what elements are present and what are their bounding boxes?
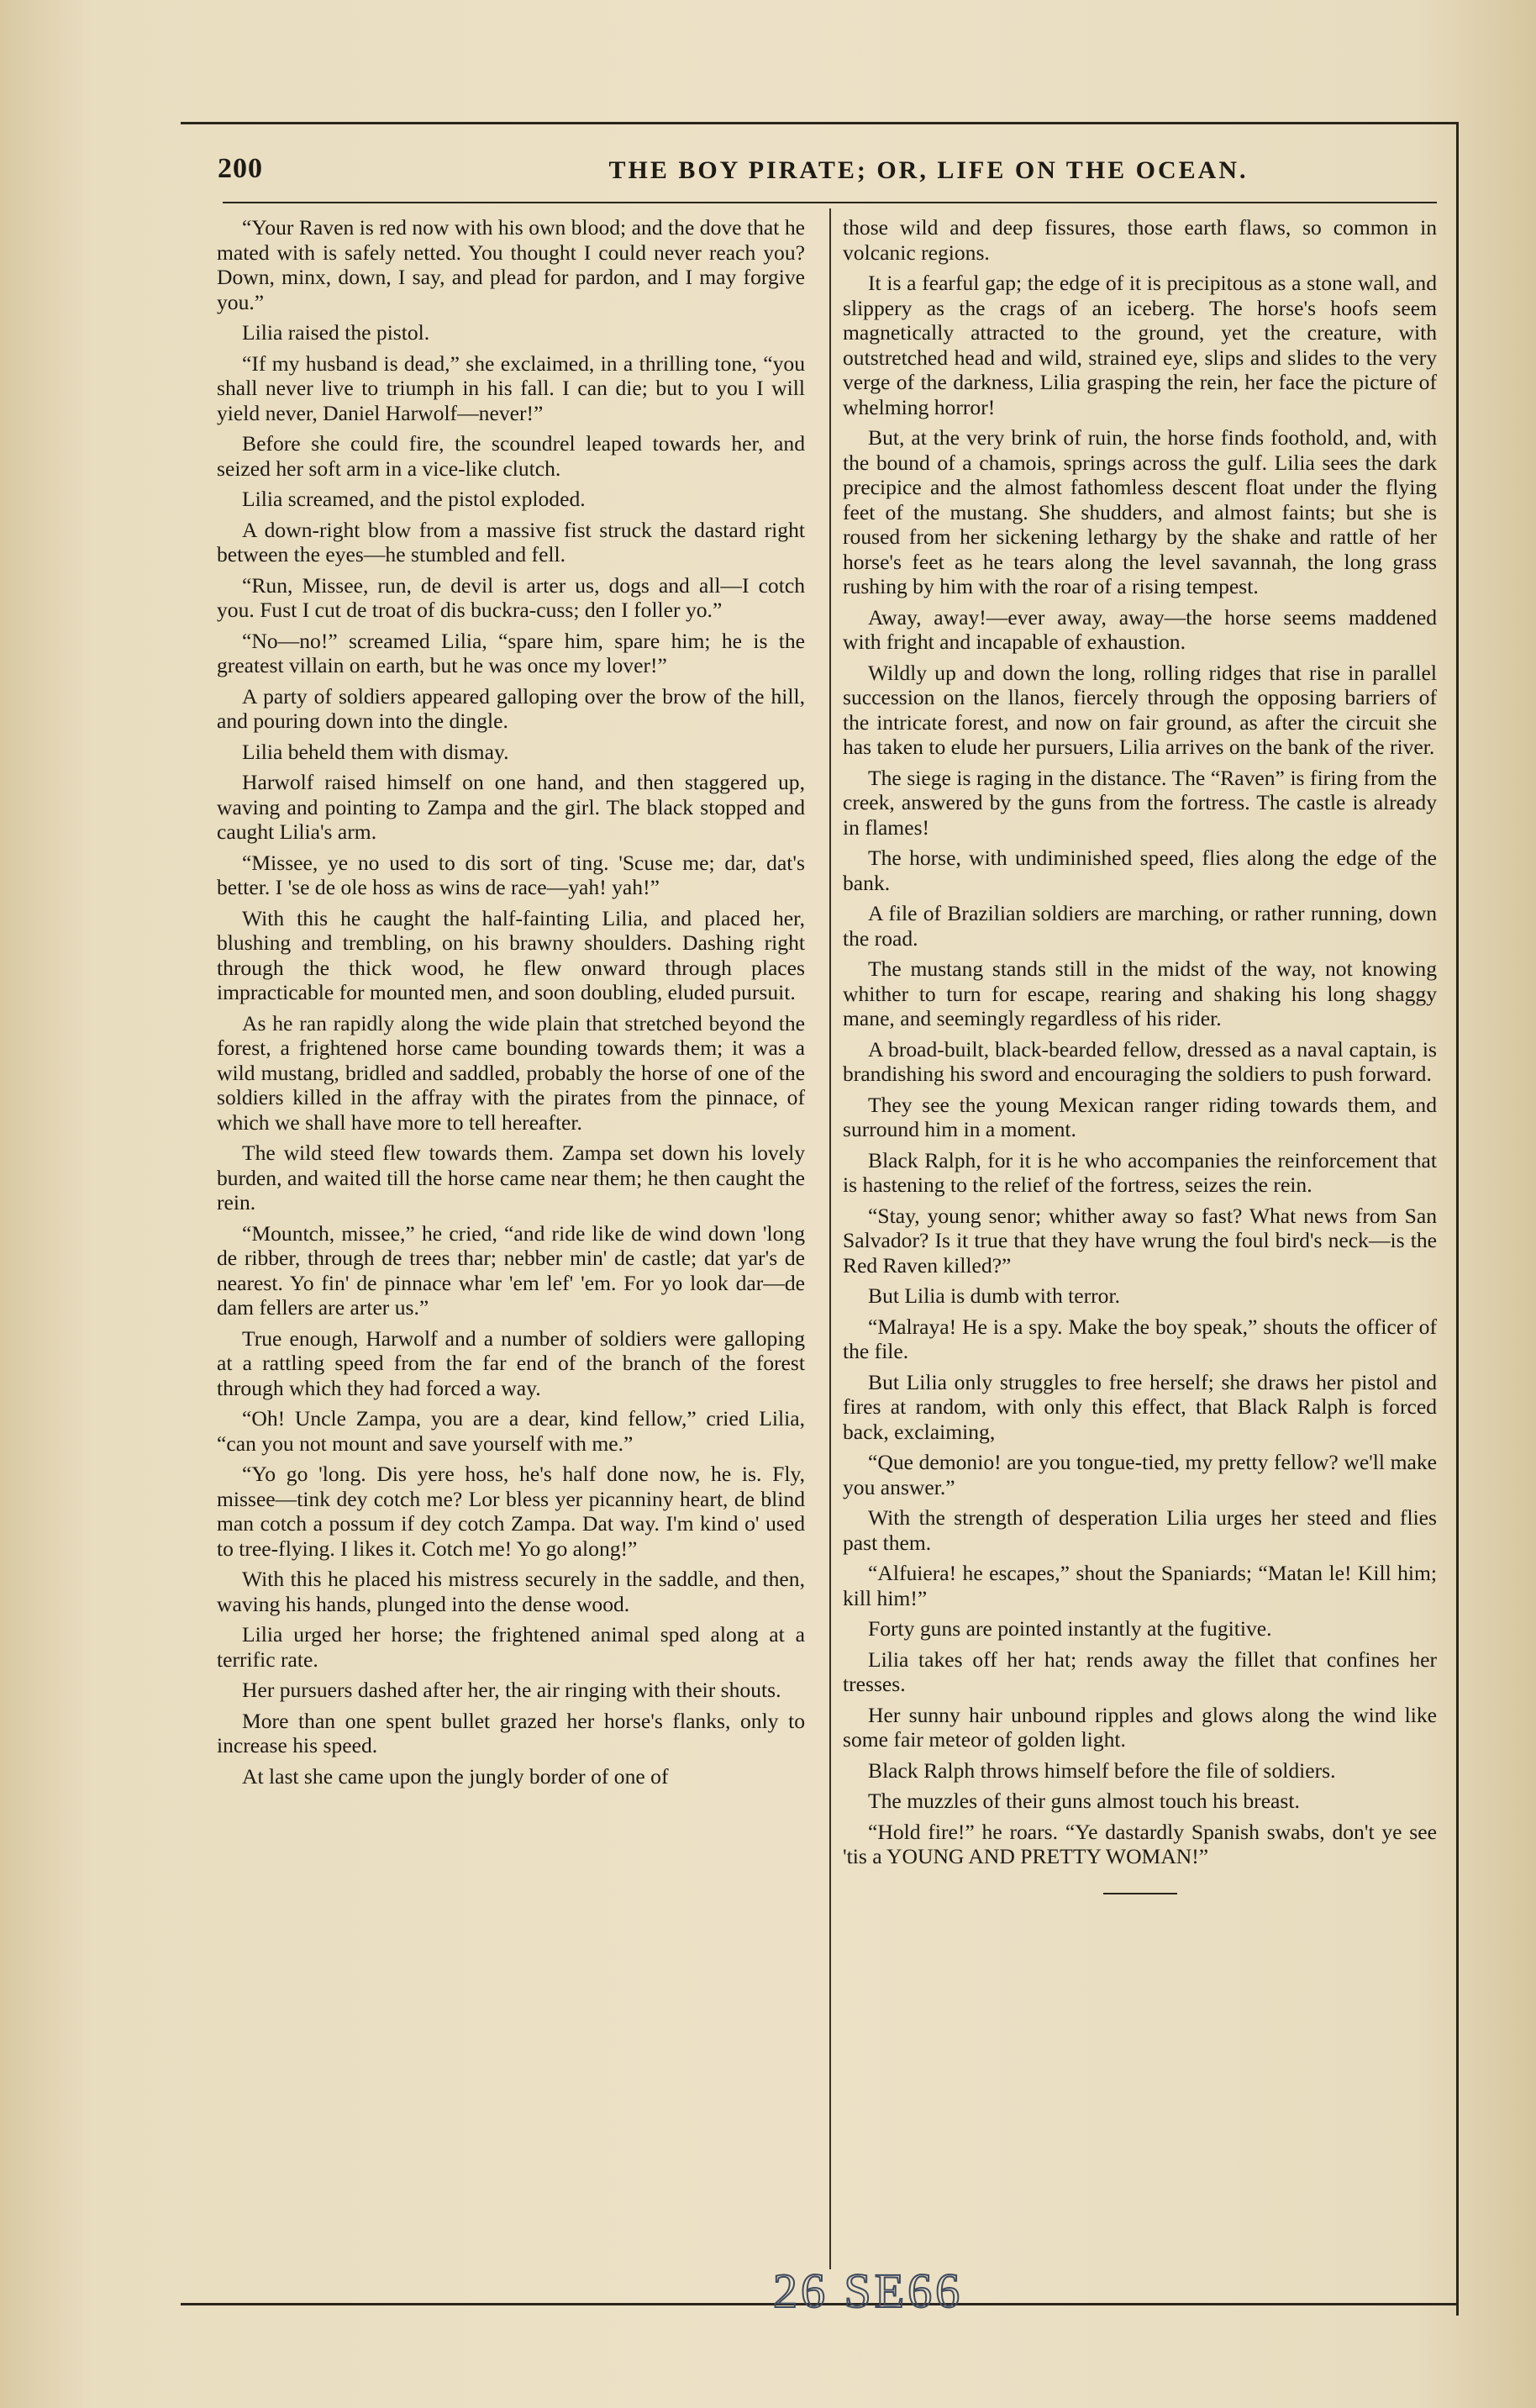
right-frame-rule [1456,122,1459,2316]
paragraph: Forty guns are pointed instantly at the fugitive. [868,1616,1272,1641]
right-column [843,215,1437,1894]
paragraph: “Mountch, missee,” he cried, “and ride like de wind down 'long de ribber, through de trees thar; nebber min' de castle; dat yar's de nearest. Yo fin' de pinnace whar 'em lef' 'em. For yo look dar—de dam fellers are arter us.” [217,1220,805,1320]
paragraph: A down-right blow from a massive fist struck the dastard right between the eyes—he stumbled and fell. [217,517,805,566]
paragraph: The muzzles of their guns almost touch his breast. [868,1789,1300,1813]
paragraph: But, at the very brink of ruin, the horse finds foothold, and, with the bound of a chamois, springs across the gulf. Lilia sees the dark precipice and the almost fathomless descent float under the flying feet of the mustang. She shudders, and almost faints; but she is roused from her sickening lethargy by the shake and rattle of her horse's feet as he tears along the level savannah, the long grass rushing by him with the roar of a rising tempest. [843,425,1437,598]
paragraph: “No—no!” screamed Lilia, “spare him, spare him; he is the greatest villain on earth, but he was once my lover!” [217,628,805,677]
left-column [217,215,805,1794]
paragraph: A broad-built, black-bearded fellow, dressed as a naval captain, is brandishing his sword and encouraging the soldiers to push forward. [843,1036,1437,1086]
library-date-stamp: 26 SE66 [773,2263,964,2318]
paragraph: Wildly up and down the long, rolling ridges that rise in parallel succession on the llanos, fiercely through the opposing barriers of the intricate forest, and now on fair ground, as after the circuit she has taken to elude her pursuers, Lilia arrives on the bank of the river. [843,660,1437,759]
paragraph: Harwolf raised himself on one hand, and then staggered up, waving and pointing to Zampa and the girl. The black stopped and caught Lilia's arm. [217,770,805,844]
paragraph: Black Ralph, for it is he who accompanies the reinforcement that is hastening to the relief of the fortress, seizes the rein. [843,1147,1437,1197]
header-rule [223,202,1437,203]
paragraph: “Alfuiera! he escapes,” shout the Spaniards; “Matan le! Kill him; kill him!” [843,1561,1437,1610]
column-divider [829,208,831,2269]
paragraph: “Yo go 'long. Dis yere hoss, he's half done now, he is. Fly, missee—tink dey cotch me? Lor bless yer picanniny heart, de blind man cotch a possum if dey cotch Zampa. Dat way. I'm kind o' used to tree-flying. I likes it. Cotch me! Yo go along!” [217,1462,805,1561]
paragraph: It is a fearful gap; the edge of it is precipitous as a stone wall, and slippery as the crags of an iceberg. The horse's hoofs seem magnetically attracted to the ground, yet the creature, with outstretched head and wild, strained eye, slips and slides to the very verge of the darkness, Lilia grasping the rein, her face the picture of whelming horror! [843,271,1437,419]
paragraph: The wild steed flew towards them. Zampa set down his lovely burden, and waited till the horse came near them; he then caught the rein. [217,1141,805,1215]
top-frame-rule [181,122,1458,124]
paragraph: Lilia urged her horse; the frightened animal sped along at a terrific rate. [217,1622,805,1672]
paragraph: Her pursuers dashed after her, the air ringing with their shouts. [242,1678,781,1702]
page-header [214,153,1449,195]
paragraph: With this he placed his mistress securely in the saddle, and then, waving his hands, plunged into the dense wood. [217,1567,805,1616]
paragraph: At last she came upon the jungly border of one of [242,1763,669,1789]
paragraph: Black Ralph throws himself before the file of soldiers. [868,1757,1336,1783]
paragraph: “If my husband is dead,” she exclaimed, in a thrilling tone, “you shall never live to triumph in his fall. I can die; but to you I will yield never, Daniel Harwolf—never!” [217,350,805,425]
paragraph: Lilia beheld them with dismay. [242,739,509,764]
paragraph: With this he caught the half-fainting Lilia, and placed her, blushing and trembling, on his brawny shoulders. Dashing right through the thick wood, he flew onward through places impracticable for mounted men, and soon doubling, eluded pursuit. [217,905,805,1004]
paragraph: The horse, with undiminished speed, flies along the edge of the bank. [843,846,1437,895]
paragraph: Lilia raised the pistol. [242,320,430,345]
paragraph: Before she could fire, the scoundrel leaped towards her, and seized her soft arm in a vice-like clutch. [217,431,805,481]
paragraph: A file of Brazilian soldiers are marching, or rather running, down the road. [843,901,1437,951]
paragraph: But Lilia only struggles to free herself; she draws her pistol and fires at random, with only this effect, that Black Ralph is forced back, exclaiming, [843,1369,1437,1444]
paragraph: The mustang stands still in the midst of the way, not knowing whither to turn for escape, rearing and shaking his long shaggy mane, and seemingly regardless of his rider. [843,956,1437,1030]
paragraph: Her sunny hair unbound ripples and glows along the wind like some fair meteor of golden light. [843,1702,1437,1752]
paragraph: “Oh! Uncle Zampa, you are a dear, kind fellow,” cried Lilia, “can you not mount and save yourself with me.” [217,1406,805,1456]
paragraph: those wild and deep fissures, those earth flaws, so common in volcanic regions. [843,215,1437,265]
paragraph: “Stay, young senor; whither away so fast? What news from San Salvador? Is it true that they have wrung the foul bird's neck—is the Red Raven killed?” [843,1203,1437,1278]
paragraph: True enough, Harwolf and a number of soldiers were galloping at a rattling speed from the far end of the branch of the forest through which they had forced a way. [217,1325,805,1400]
paragraph: “Que demonio! are you tongue-tied, my pretty fellow? we'll make you answer.” [843,1450,1437,1499]
paragraph: “Run, Missee, run, de devil is arter us, dogs and all—I cotch you. Fust I cut de troat of dis buckra-cuss; den I foller yo.” [217,572,805,622]
paragraph: They see the young Mexican ranger riding towards them, and surround him in a moment. [843,1092,1437,1141]
paragraph: A party of soldiers appeared galloping over the brow of the hill, and pouring down into the dingle. [217,683,805,733]
paragraph: But Lilia is dumb with terror. [868,1283,1120,1308]
paragraph: The siege is raging in the distance. The “Raven” is firing from the creek, answered by the guns from the fortress. The castle is already in flames! [843,765,1437,840]
paragraph: “Hold fire!” he roars. “Ye dastardly Spanish swabs, don't ye see 'tis a YOUNG AND PRETTY WOMAN!” [843,1819,1437,1868]
paragraph: “Your Raven is red now with his own blood; and the dove that he mated with is safely netted. You thought I could never reach you? Down, minx, down, I say, and plead for pardon, and I may forgive you.” [217,215,805,314]
paragraph: As he ran rapidly along the wide plain that stretched beyond the forest, a frightened horse came bounding towards them; it was a wild mustang, bridled and saddled, probably the horse of one of the soldiers killed in the affray with the pirates from the pinnace, of which we shall have more to tell hereafter. [217,1010,805,1135]
paragraph: Lilia takes off her hat; rends away the fillet that confines her tresses. [843,1647,1437,1696]
paragraph: “Malraya! He is a spy. Make the boy speak,” shouts the officer of the file. [843,1314,1437,1363]
running-title: THE BOY PIRATE; OR, LIFE ON THE OCEAN. [608,156,1249,184]
paragraph: “Missee, ye no used to dis sort of ting. 'Scuse me; dar, dat's better. I 'se de ole hoss as wins de race—yah! yah!” [217,850,805,899]
paragraph: Away, away!—ever away, away—the horse seems maddened with fright and incapable of exhaustion. [843,604,1437,654]
end-of-chapter-rule [1103,1893,1177,1894]
paragraph: With the strength of desperation Lilia urges her steed and flies past them. [843,1505,1437,1555]
paragraph: More than one spent bullet grazed her horse's flanks, only to increase his speed. [217,1708,805,1757]
paragraph: Lilia screamed, and the pistol exploded. [242,487,586,511]
page-number: 200 [218,153,263,184]
